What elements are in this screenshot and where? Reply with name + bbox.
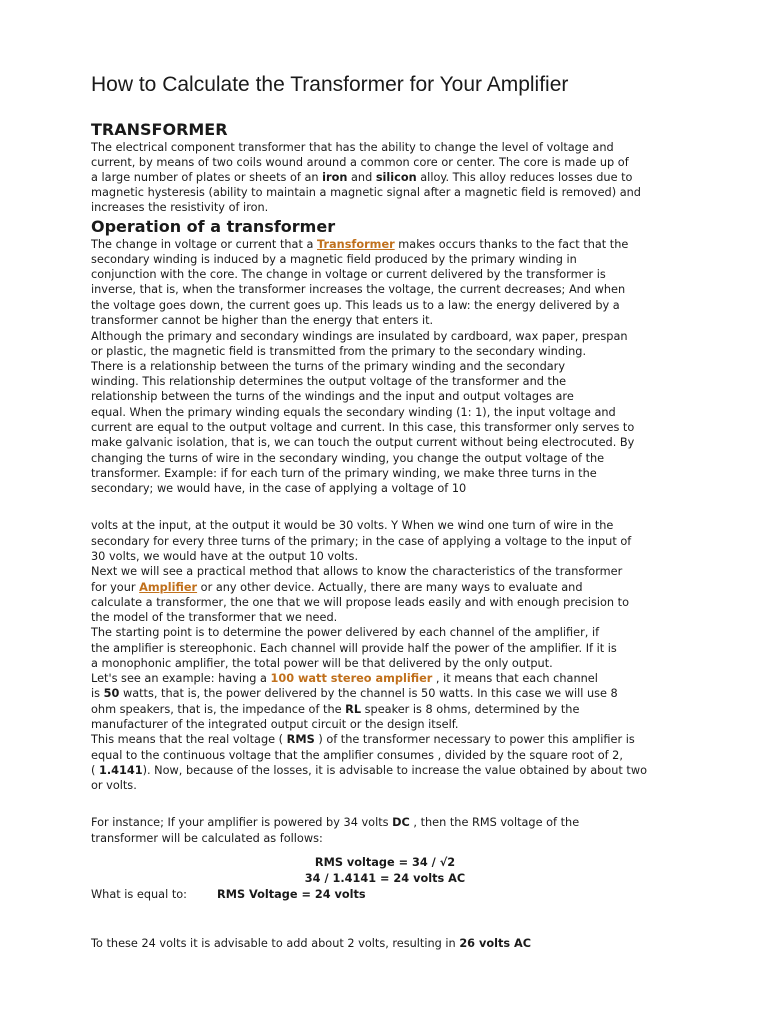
paragraph-line: Next we will see a practical method that allows to know the characteristics of the transformer	[91, 565, 623, 578]
text-span: ) of the transformer necessary to power this amplifier is	[314, 733, 635, 746]
paragraph-line	[91, 237, 628, 252]
text-span: alloy. This alloy reduces losses due to	[416, 171, 633, 184]
paragraph-line: the model of the transformer that we need.	[91, 611, 338, 624]
text-span: for your	[91, 581, 140, 594]
paragraph-line: magnetic hysteresis (ability to maintain a magnetic signal after a magnetic field is removed) and	[91, 186, 641, 199]
paragraph-line: winding. This relationship determines the output voltage of the transformer and the	[91, 375, 567, 388]
paragraph-line: Although the primary and secondary windings are insulated by cardboard, wax paper, prespan	[91, 330, 628, 343]
text-span: or any other device. Actually, there are many ways to evaluate and	[197, 581, 583, 594]
formula-calculation: 34 / 1.4141 = 24 volts AC	[304, 872, 466, 885]
bold-value-1-4141: 1.4141	[99, 764, 143, 777]
paragraph-line: transformer. Example: if for each turn of the primary winding, we make three turns in the	[91, 467, 597, 480]
text-span: watts, that is, the power delivered by the channel is 50 watts. In this case we will use 8	[119, 687, 618, 700]
text-span: To these 24 volts it is advisable to add about 2 volts, resulting in	[91, 937, 460, 950]
bold-result-26-volts: 26 volts AC	[459, 937, 532, 950]
paragraph-line: volts at the input, at the output it would be 30 volts. Y When we wind one turn of wire in the	[91, 519, 614, 532]
text-span: , then the RMS voltage of the	[409, 816, 580, 829]
text-span: Let's see an example: having a	[91, 672, 271, 685]
paragraph-line	[91, 580, 583, 595]
paragraph-line	[91, 763, 647, 778]
paragraph-line: secondary for every three turns of the primary; in the case of applying a voltage to the input of	[91, 535, 632, 548]
paragraph-line	[91, 815, 579, 830]
bold-value-50: 50	[103, 687, 120, 700]
paragraph-line: transformer cannot be higher than the energy that enters it.	[91, 314, 434, 327]
bold-term-silicon: silicon	[375, 171, 417, 184]
page-title: How to Calculate the Transformer for Your Amplifier	[91, 73, 569, 96]
paragraph-line: transformer will be calculated as follows:	[91, 832, 323, 845]
formula-rms-voltage: RMS voltage = 34 / √2	[314, 856, 456, 869]
paragraph-line: calculate a transformer, the one that we will propose leads easily and with enough precision to	[91, 596, 630, 609]
text-span: The change in voltage or current that a	[91, 238, 317, 251]
paragraph-line: the voltage goes down, the current goes up. This leads us to a law: the energy delivered by a	[91, 299, 620, 312]
paragraph-line: conjunction with the core. The change in voltage or current delivered by the transformer is	[91, 268, 606, 281]
bold-term-iron: iron	[322, 171, 348, 184]
text-span: For instance; If your amplifier is powered by 34 volts	[91, 816, 393, 829]
paragraph-line: make galvanic isolation, that is, we can touch the output current without being electrocuted. By	[91, 436, 635, 449]
paragraph-line: current are equal to the output voltage and current. In this case, this transformer only serves to	[91, 421, 635, 434]
paragraph-line: relationship between the turns of the windings and the input and output voltages are	[91, 390, 574, 403]
transformer-link[interactable]: Transformer	[317, 238, 395, 251]
bold-term-rms: RMS	[286, 733, 315, 746]
paragraph-line: inverse, that is, when the transformer increases the voltage, the current decreases; And when	[91, 283, 626, 296]
heading-transformer: TRANSFORMER	[91, 120, 228, 139]
paragraph-line: The starting point is to determine the power delivered by each channel of the amplifier, if	[91, 626, 600, 639]
text-span: (	[91, 764, 99, 777]
paragraph-line: increases the resistivity of iron.	[91, 201, 269, 214]
paragraph-line	[91, 686, 618, 701]
highlight-stereo-amplifier: 100 watt stereo amplifier	[270, 672, 433, 685]
paragraph-line: manufacturer of the integrated output circuit or the design itself.	[91, 718, 459, 731]
paragraph-line: a monophonic amplifier, the total power will be that delivered by the only output.	[91, 657, 553, 670]
text-span: speaker is 8 ohms, determined by the	[361, 703, 580, 716]
text-span: ohm speakers, that is, the impedance of the	[91, 703, 346, 716]
result-value: RMS Voltage = 24 volts	[217, 888, 366, 901]
paragraph-line: The electrical component transformer that has the ability to change the level of voltage and	[91, 141, 614, 154]
paragraph-line: equal. When the primary winding equals the secondary winding (1: 1), the input voltage and	[91, 406, 616, 419]
paragraph-line: or volts.	[91, 779, 137, 792]
text-span: and	[347, 171, 376, 184]
paragraph-line	[91, 170, 632, 185]
paragraph-line: or plastic, the magnetic field is transmitted from the primary to the secondary winding.	[91, 345, 587, 358]
paragraph-line	[91, 936, 531, 951]
bold-term-rl: RL	[345, 703, 362, 716]
paragraph-line: current, by means of two coils wound around a common core or center. The core is made up of	[91, 156, 629, 169]
text-span: a large number of plates or sheets of an	[91, 171, 323, 184]
bold-term-dc: DC	[392, 816, 410, 829]
text-span: is	[91, 687, 104, 700]
paragraph-line: secondary; we would have, in the case of applying a voltage of 10	[91, 482, 467, 495]
text-span: This means that the real voltage (	[91, 733, 287, 746]
paragraph-line: equal to the continuous voltage that the amplifier consumes , divided by the square root of 2,	[91, 749, 623, 762]
paragraph-line: the amplifier is stereophonic. Each channel will provide half the power of the amplifier. If it is	[91, 642, 617, 655]
paragraph-line	[91, 702, 579, 717]
amplifier-link[interactable]: Amplifier	[139, 581, 198, 594]
paragraph-line: There is a relationship between the turns of the primary winding and the secondary	[91, 360, 566, 373]
paragraph-line: 30 volts, we would have at the output 10 volts.	[91, 550, 359, 563]
heading-operation: Operation of a transformer	[91, 217, 336, 236]
text-span: ). Now, because of the losses, it is advisable to increase the value obtained by about two	[142, 764, 647, 777]
text-span: , it means that each channel	[432, 672, 598, 685]
result-label: What is equal to:	[91, 888, 187, 901]
paragraph-line	[91, 671, 598, 686]
paragraph-line: secondary winding is induced by a magnetic field produced by the primary winding in	[91, 253, 577, 266]
paragraph-line: changing the turns of wire in the secondary winding, you change the output voltage of the	[91, 452, 605, 465]
text-span: makes occurs thanks to the fact that the	[394, 238, 629, 251]
paragraph-line	[91, 732, 635, 747]
